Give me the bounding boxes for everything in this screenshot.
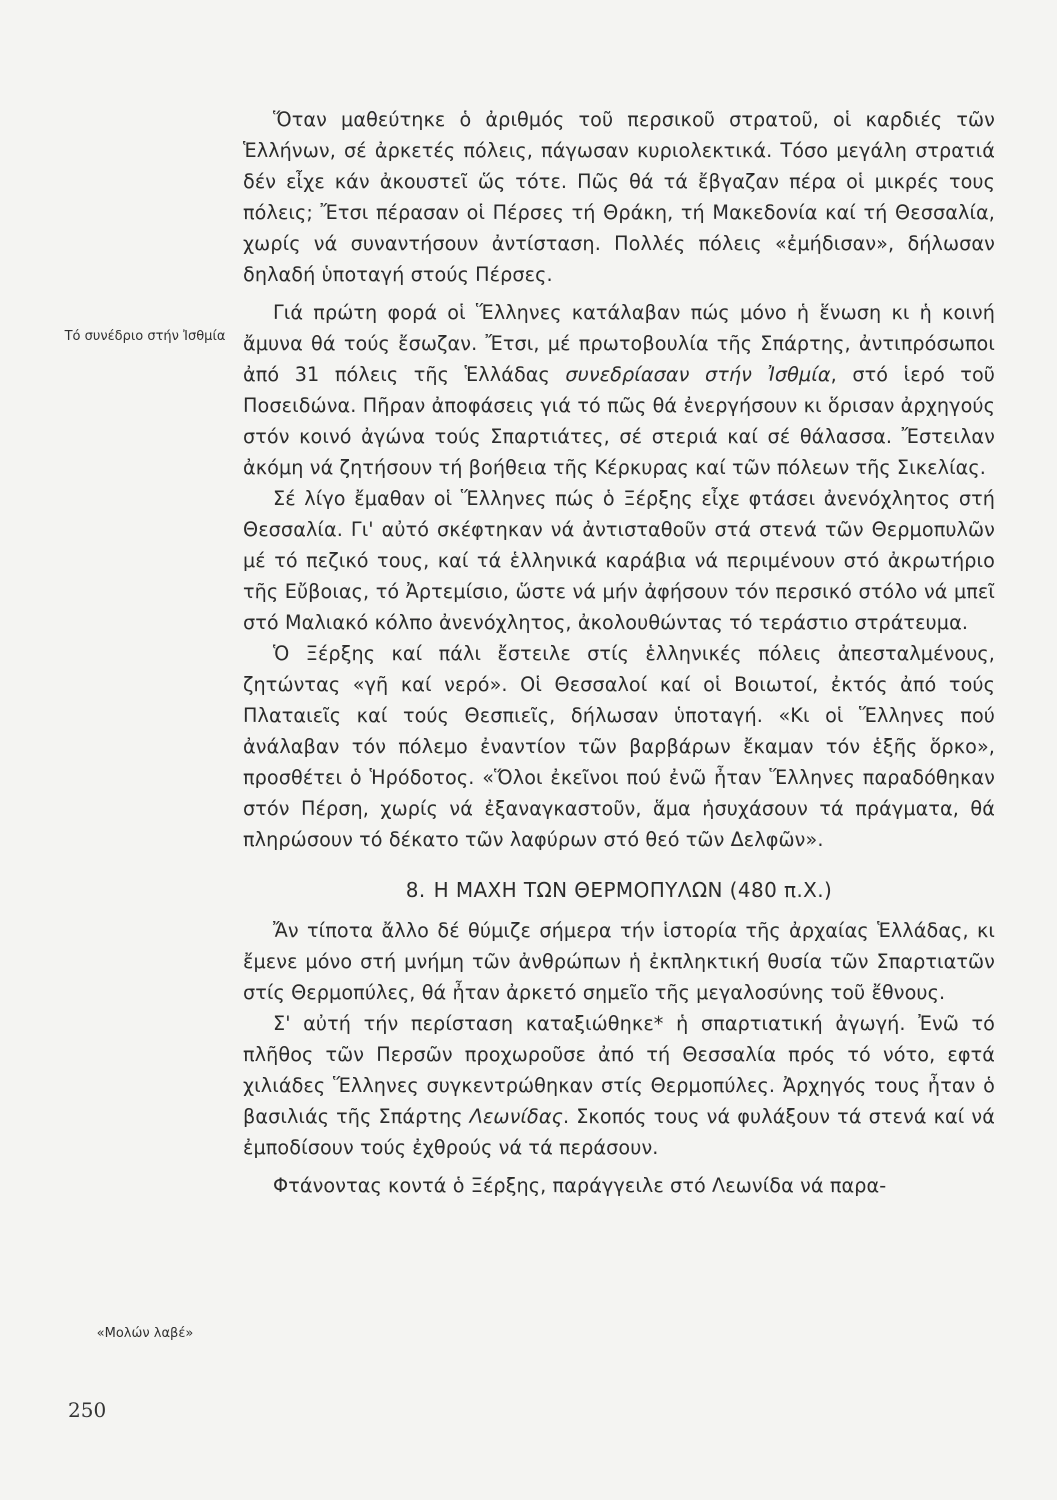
- text-run: , στό ἱερό τοῦ Ποσειδώνα. Πῆραν ἀποφάσεις γιά τό πῶς θά ἐνεργήσουν κι ὅρισαν ἀρχηγούς στόν κοινό ἀγώνα τούς Σπαρτιάτες, σέ στεριά καί σέ θάλασσα. Ἔστειλαν ἀκόμη νά ζητήσουν τή βοήθεια τῆς Κέρκυρας καί τῶν πόλεων τῆς Σικελίας.: [243, 363, 995, 479]
- section-title: Η ΜΑΧΗ ΤΩΝ ΘΕΡΜΟΠΥΛΩΝ (480 π.Χ.): [433, 878, 833, 902]
- section-intro-text: [243, 104, 995, 855]
- margin-note-isthmus: Τό συνέδριο στήν Ἰσθμία: [64, 329, 226, 344]
- text-run: . Σκοπός τους νά φυλάξουν τά στενά καί νά ἐμποδίσουν τούς ἐχθρούς νά τά περάσουν.: [243, 1105, 995, 1159]
- main-text-column: [243, 104, 995, 1201]
- section-heading: [243, 875, 995, 905]
- text-run: Σ' αὐτή τήν περίσταση καταξιώθηκε* ἡ σπαρτιατική ἀγωγή. Ἐνῶ τό πλῆθος τῶν Περσῶν προχωροῦσε ἀπό τή Θεσσαλία πρός τό νότο, εφτά χιλιάδες Ἕλληνες συγκεντρώθηκαν στίς Θερμοπύλες. Ἀρχηγός τους ἦταν ὁ βασιλιάς τῆς Σπάρτης: [243, 1012, 995, 1128]
- text-run: Φτάνοντας κοντά ὁ Ξέρξης, παράγγειλε στό Λεωνίδα νά παρα-: [273, 1174, 887, 1197]
- margin-note-molon-labe: «Μολών λαβέ»: [96, 1326, 194, 1341]
- text-run: Ὅταν μαθεύτηκε ὁ ἀριθμός τοῦ περσικοῦ στρατοῦ, οἱ καρδιές τῶν Ἑλλήνων, σέ ἀρκετές πόλεις, πάγωσαν κυριολεκτικά. Τόσο μεγάλη στρατιά δέν εἶχε κάν ἀκουστεῖ ὥς τότε. Πῶς θά τά ἔβγαζαν πέρα οἱ μικρές τους πόλεις; Ἔτσι πέρασαν οἱ Πέρσες τή Θράκη, τή Μακεδονία καί τή Θεσσαλία, χωρίς νά συναντήσουν ἀντίσταση. Πολλές πόλεις «ἐμήδισαν», δήλωσαν δηλαδή ὑποταγή στούς Πέρσες.: [243, 108, 995, 286]
- paragraph: [243, 1170, 995, 1201]
- text-run-emphasis: Λεωνίδας: [469, 1105, 563, 1128]
- paragraph: [243, 1008, 995, 1163]
- paragraph: [243, 297, 995, 483]
- paragraph: [243, 915, 995, 1008]
- page-number: 250: [68, 1398, 107, 1422]
- paragraph: [243, 483, 995, 638]
- text-run-emphasis: συνεδρίασαν στήν Ἰσθμία: [565, 363, 831, 386]
- section-number: 8.: [405, 878, 426, 902]
- text-run: Γιά πρώτη φορά οἱ Ἕλληνες κατάλαβαν πώς μόνο ἡ ἕνωση κι ἡ κοινή ἄμυνα θά τούς ἔσωζαν. Ἔτσι, μέ πρωτοβουλία τῆς Σπάρτης, ἀντιπρόσωποι ἀπό 31 πόλεις τῆς Ἑλλάδας: [243, 301, 995, 386]
- paragraph: [243, 638, 995, 855]
- text-run: Ἄν τίποτα ἄλλο δέ θύμιζε σήμερα τήν ἱστορία τῆς ἀρχαίας Ἑλλάδας, κι ἔμενε μόνο στή μνήμη τῶν ἀνθρώπων ἡ ἐκπληκτική θυσία τῶν Σπαρτιατῶν στίς Θερμοπύλες, θά ἦταν ἀρκετό σημεῖο τῆς μεγαλοσύνης τοῦ ἔθνους.: [243, 919, 995, 1004]
- paragraph: [243, 104, 995, 290]
- section-body-text: [243, 915, 995, 1201]
- text-run: Ὁ Ξέρξης καί πάλι ἔστειλε στίς ἑλληνικές πόλεις ἀπεσταλμένους, ζητώντας «γῆ καί νερό». Οἱ Θεσσαλοί καί οἱ Βοιωτοί, ἐκτός ἀπό τούς Πλαταιεῖς καί τούς Θεσπιεῖς, δήλωσαν ὑποταγή. «Κι οἱ Ἕλληνες πού ἀνάλαβαν τόν πόλεμο ἐναντίον τῶν βαρβάρων ἔκαμαν τόν ἑξῆς ὅρκο», προσθέτει ὁ Ἡρόδοτος. «Ὅλοι ἐκεῖνοι πού ἐνῶ ἦταν Ἕλληνες παραδόθηκαν στόν Πέρση, χωρίς νά ἐξαναγκαστοῦν, ἅμα ἡσυχάσουν τά πράγματα, θά πληρώσουν τό δέκατο τῶν λαφύρων στό θεό τῶν Δελφῶν».: [243, 642, 995, 851]
- text-run: Σέ λίγο ἔμαθαν οἱ Ἕλληνες πώς ὁ Ξέρξης εἶχε φτάσει ἀνενόχλητος στή Θεσσαλία. Γι' αὐτό σκέφτηκαν νά ἀντισταθοῦν στά στενά τῶν Θερμοπυλῶν μέ τό πεζικό τους, καί τά ἑλληνικά καράβια νά περιμένουν στό ἀκρωτήριο τῆς Εὔβοιας, τό Ἀρτεμίσιο, ὥστε νά μήν ἀφήσουν τόν περσικό στόλο νά μπεῖ στό Μαλιακό κόλπο ἀνενόχλητος, ἀκολουθώντας τό τεράστιο στράτευμα.: [243, 487, 995, 634]
